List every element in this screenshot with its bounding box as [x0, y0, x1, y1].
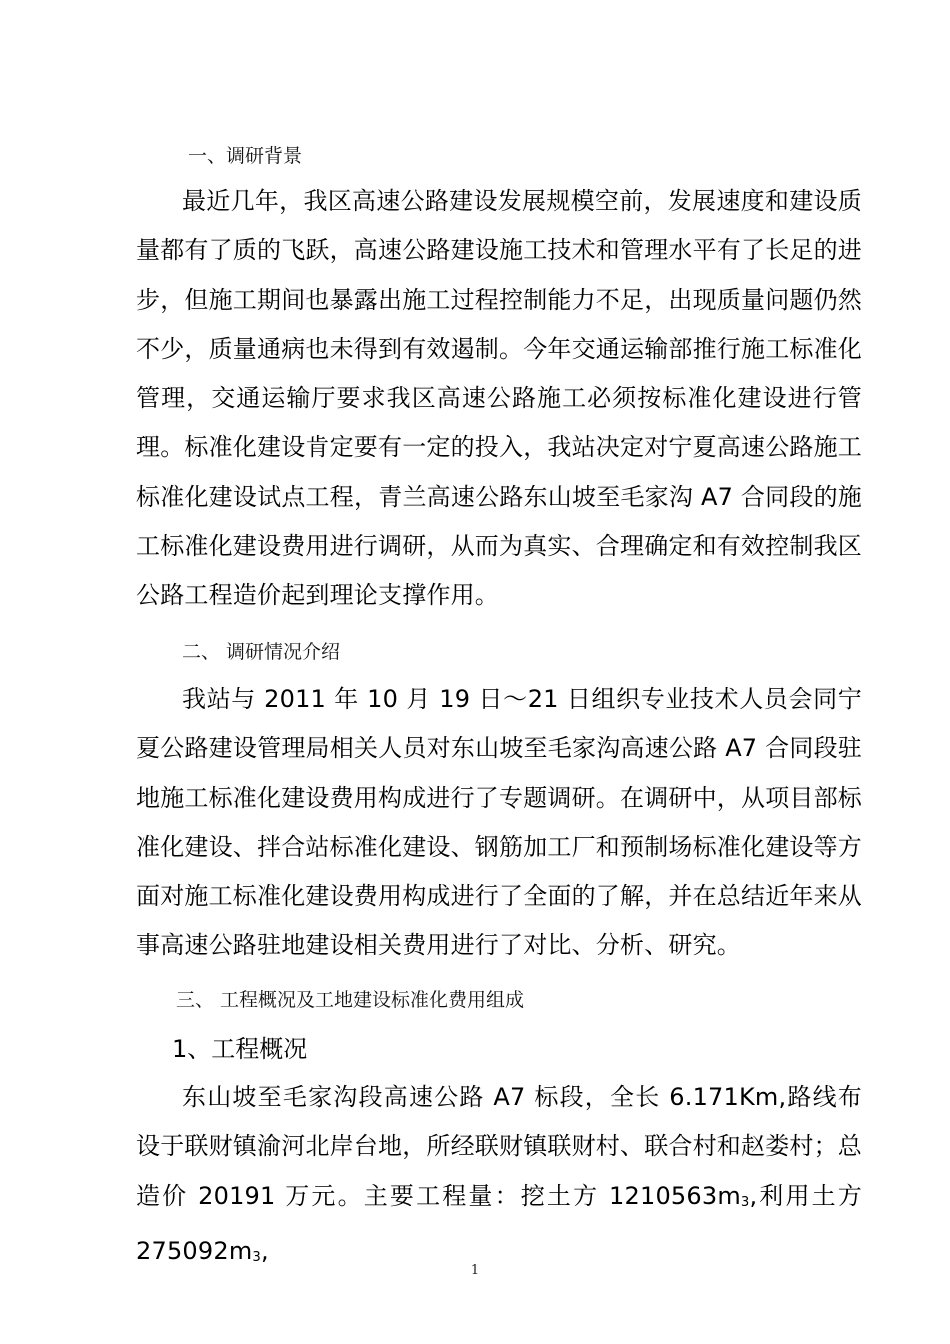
page-number: 1 [470, 1263, 480, 1278]
section-1-heading: 一、调研背景 [188, 145, 303, 167]
unit-subscript: 3 [740, 1194, 750, 1210]
section-3-text-b: ,利用土方 275092m [136, 1181, 862, 1265]
subsection-1-heading: 1、工程概况 [172, 1035, 308, 1063]
section-2-paragraph: 我站与 2011 年 10 月 19 日～21 日组织专业技术人员会同宁夏公路建设管理局相关人员对东山坡至毛家沟高速公路 A7 合同段驻地施工标准化建设费用构成进行了专题调研。在调研中，从项目部标准化建设、拌合站标准化建设、钢筋加工厂和预制场标准化建设等方面对施工标准化建设费用构成进行了全面的了解，并在总结近年来从事高速公路驻地建设相关费用进行了对比、分析、研究。 [136, 685, 862, 960]
section-1-paragraph: 最近几年，我区高速公路建设发展规模空前，发展速度和建设质量都有了质的飞跃，高速公路建设施工技术和管理水平有了长足的进步，但施工期间也暴露出施工过程控制能力不足，出现质量问题仍然不少，质量通病也未得到有效遏制。今年交通运输部推行施工标准化管理，交通运输厅要求我区高速公路施工必须按标准化建设进行管理。标准化建设肯定要有一定的投入，我站决定对宁夏高速公路施工标准化建设试点工程，青兰高速公路东山坡至毛家沟 A7 合同段的施工标准化建设费用进行调研，从而为真实、合理确定和有效控制我区公路工程造价起到理论支撑作用。 [136, 187, 862, 610]
section-3-paragraph [136, 1073, 862, 1282]
section-3-text-c: , [261, 1236, 269, 1265]
section-2-heading: 二、 调研情况介绍 [182, 641, 341, 663]
section-3-text-a: 东山坡至毛家沟段高速公路 A7 标段，全长 6.171Km,路线布设于联财镇渝河北岸台地，所经联财镇联财村、联合村和赵娄村；总造价 20191 万元。主要工程量：挖土方 1210563m [136, 1083, 862, 1210]
unit-subscript: 3 [252, 1249, 261, 1265]
section-3-heading: 三、 工程概况及工地建设标准化费用组成 [176, 989, 525, 1011]
